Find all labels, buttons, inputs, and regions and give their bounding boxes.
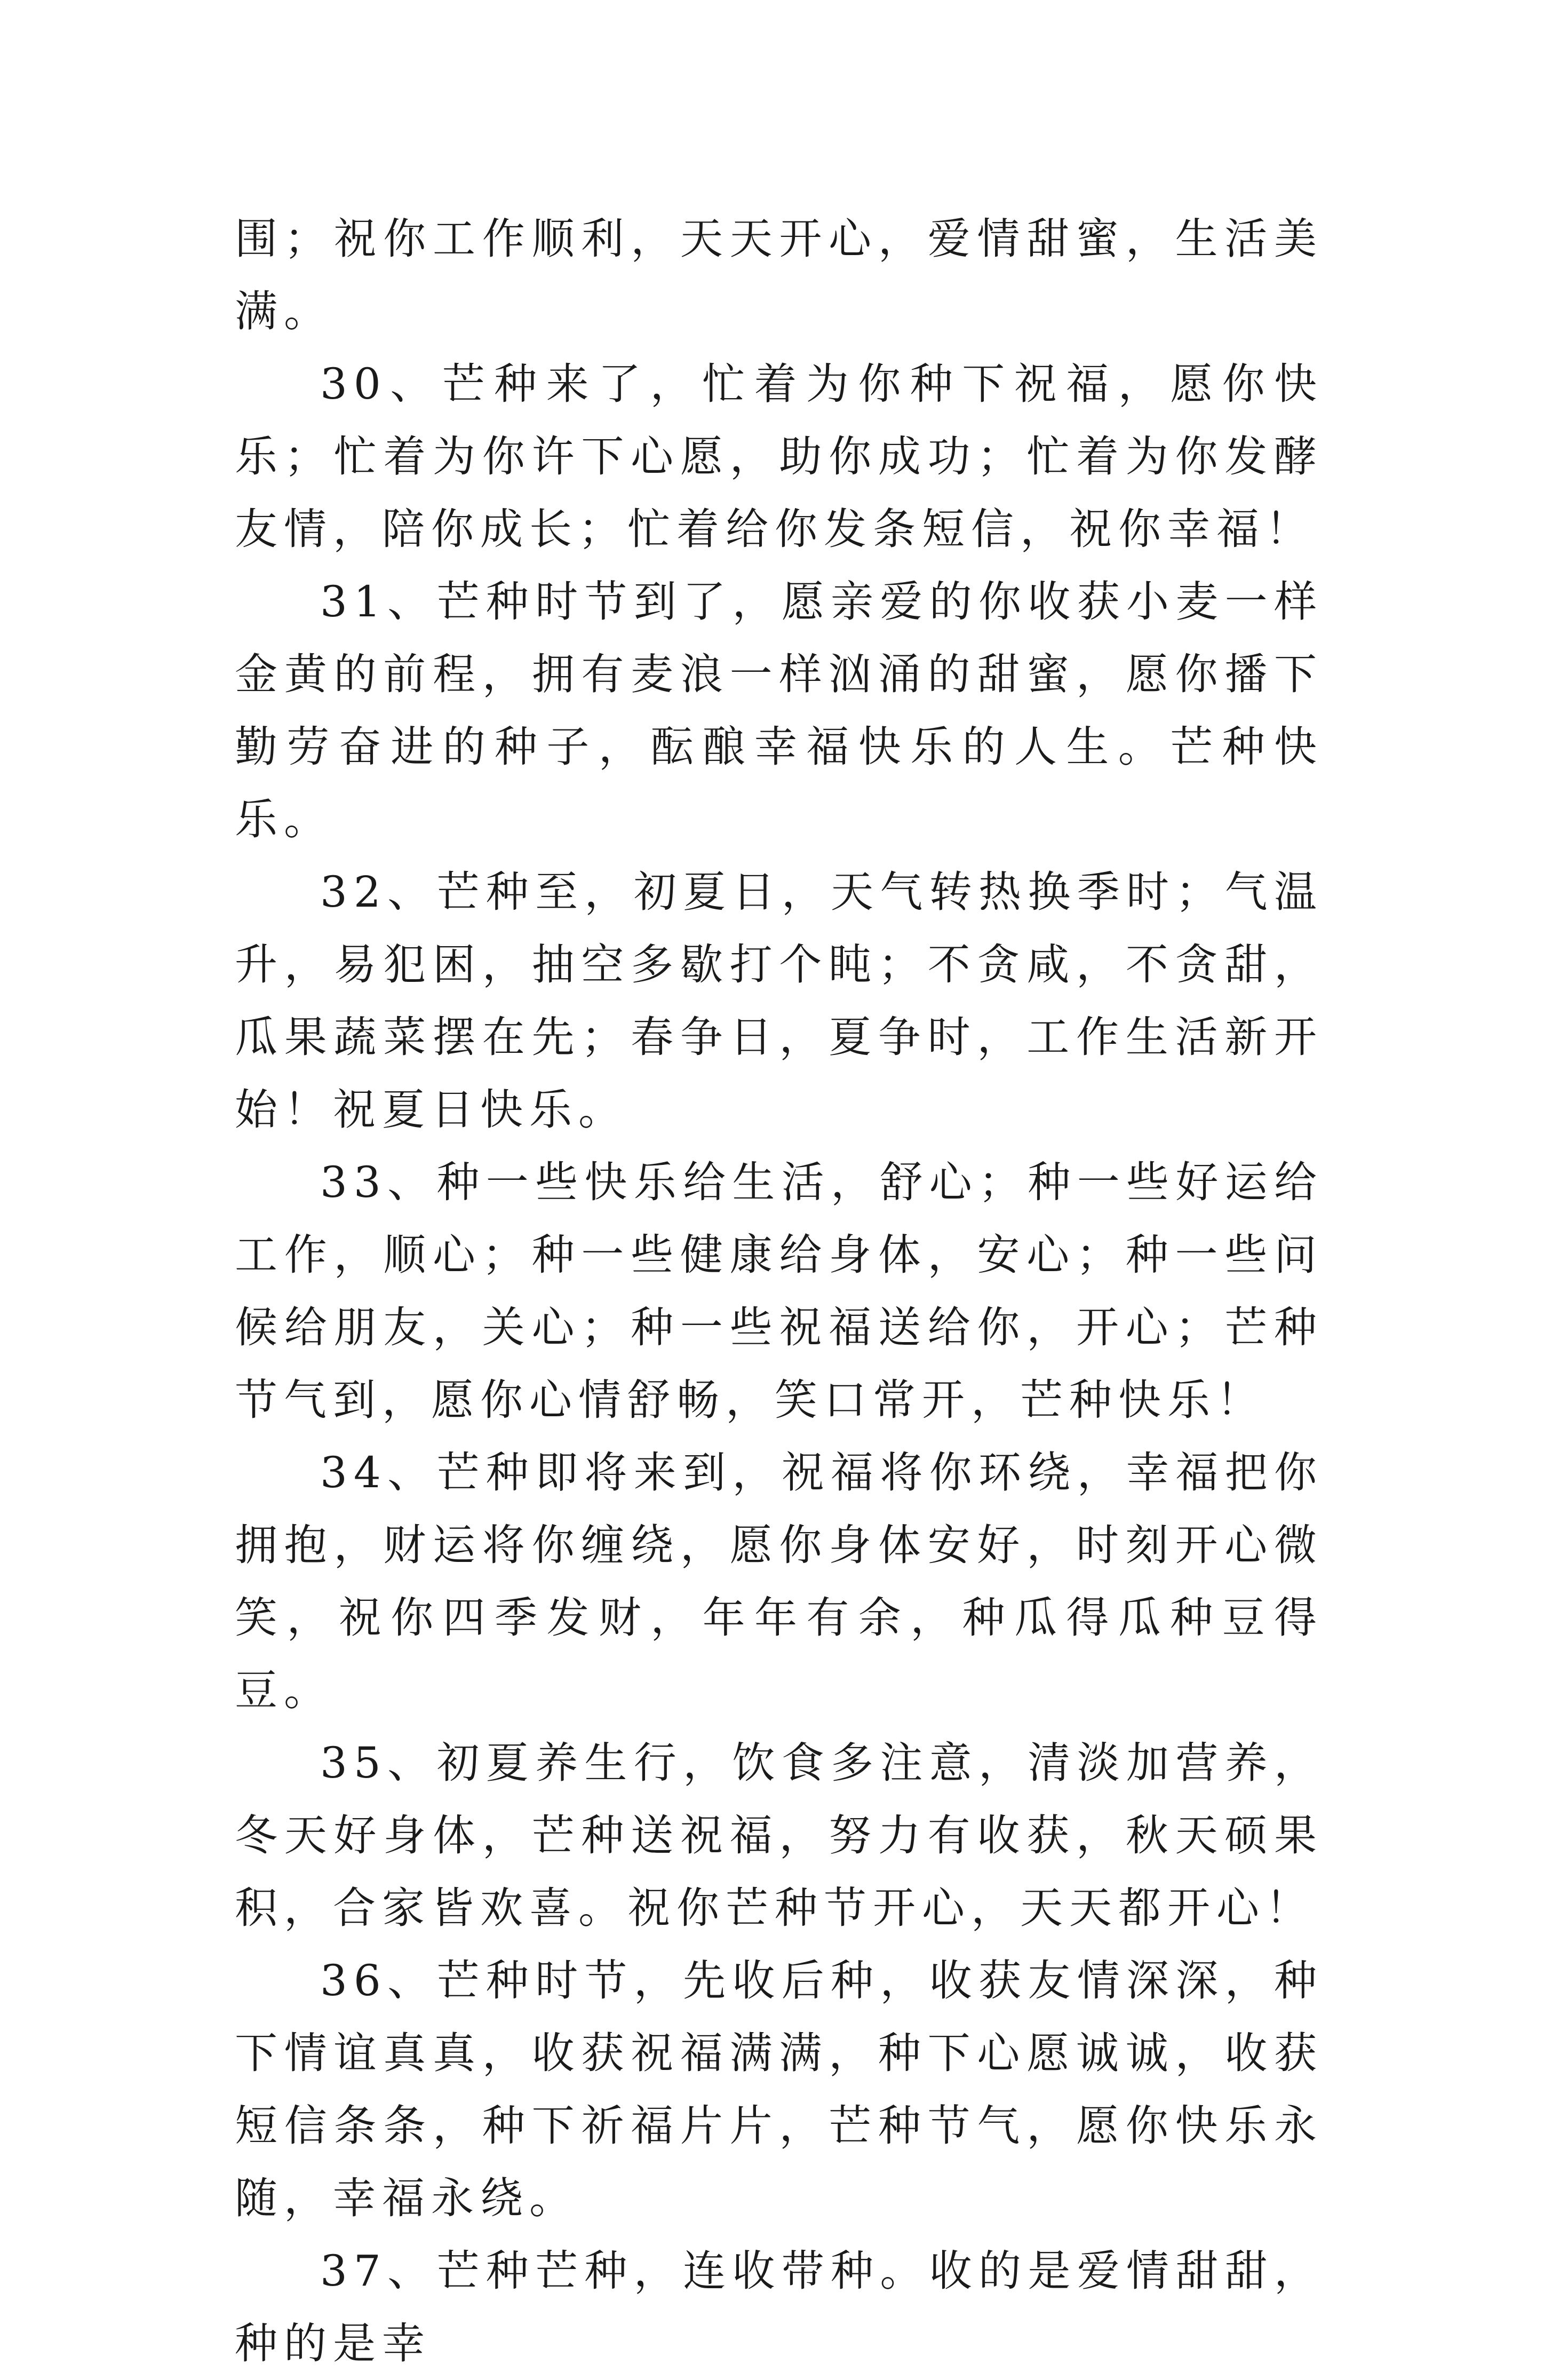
paragraph-36: 36、芒种时节，先收后种，收获友情深深，种下情谊真真，收获祝福满满，种下心愿诚诚，收获短信条条，种下祈福片片，芒种节气，愿你快乐永随，幸福永绕。 <box>235 1956 1323 2223</box>
paragraph-31: 31、芒种时节到了，愿亲爱的你收获小麦一样金黄的前程，拥有麦浪一样汹涌的甜蜜，愿你播下勤劳奋进的种子，酝酿幸福快乐的人生。芒种快乐。 <box>235 577 1323 844</box>
paragraph-33: 33、种一些快乐给生活，舒心；种一些好运给工作，顺心；种一些健康给身体，安心；种一些问候给朋友，关心；种一些祝福送给你，开心；芒种节气到，愿你心情舒畅，笑口常开，芒种快乐！ <box>235 1157 1323 1425</box>
paragraph-34: 34、芒种即将来到，祝福将你环绕，幸福把你拥抱，财运将你缠绕，愿你身体安好，时刻开心微笑，祝你四季发财，年年有余，种瓜得瓜种豆得豆。 <box>235 1448 1323 1715</box>
document-body <box>235 203 1323 2380</box>
paragraph-32: 32、芒种至，初夏日，天气转热换季时；气温升，易犯困，抽空多歇打个盹；不贪咸，不贪甜，瓜果蔬菜摆在先；春争日，夏争时，工作生活新开始！祝夏日快乐。 <box>235 867 1323 1135</box>
paragraph-37: 37、芒种芒种，连收带种。收的是爱情甜甜，种的是幸 <box>235 2246 1323 2368</box>
paragraph-35: 35、初夏养生行，饮食多注意，清淡加营养，冬天好身体，芒种送祝福，努力有收获，秋天硕果积，合家皆欢喜。祝你芒种节开心，天天都开心！ <box>235 1738 1323 1933</box>
paragraph-30: 30、芒种来了，忙着为你种下祝福，愿你快乐；忙着为你许下心愿，助你成功；忙着为你发酵友情，陪你成长；忙着给你发条短信，祝你幸福！ <box>235 359 1323 554</box>
paragraph-continuation: 围；祝你工作顺利，天天开心，爱情甜蜜，生活美满。 <box>235 214 1323 336</box>
